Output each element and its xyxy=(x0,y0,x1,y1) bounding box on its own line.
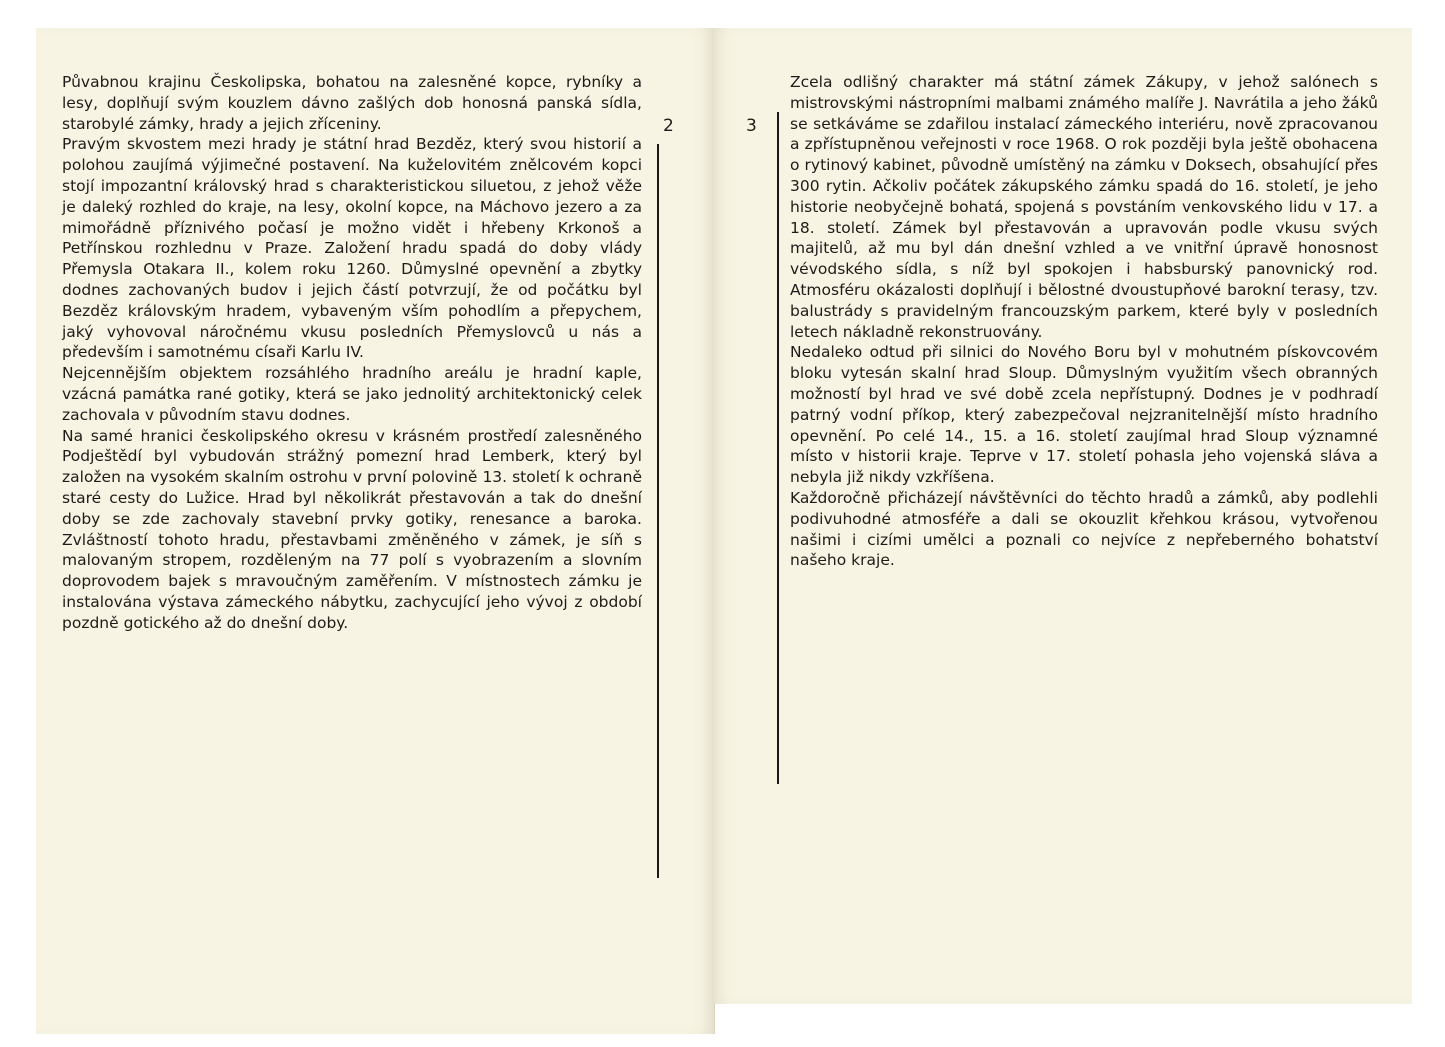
page-number-left: 2 xyxy=(663,116,674,136)
left-page-text xyxy=(62,72,642,634)
paragraph-lemberk: Na samé hranici českolipského okresu v krásném prostředí zalesněného Podještědí byl vybudován strážný pomezní hrad Lemberk, který byl založen na vysokém skalním ostrohu v první polovině 13. století k ochraně staré cesty do Lužice. Hrad byl několikrát přestavován a tak do dnešní doby se zde zachovaly stavební prvky gotiky, renesance a baroka. Zvláštností tohoto hradu, přestavbami změněného v zámek, je síň s malovaným stropem, rozděleným na 77 polí s vyobrazením a slovním doprovodem bajek s mravoučným zaměřením. V místnostech zámku je instalována výstava zámeckého nábytku, zachycující jeho vývoj z období pozdně gotického až do dnešní doby. xyxy=(62,426,642,632)
paragraph-closing: Každoročně přicházejí návštěvníci do těchto hradů a zámků, aby podlehli podivuhodné atmosféře a dali se okouzlit křehkou krásou, vytvořenou našimi i cizími umělci a poznali co nejvíce z nepřeberného bohatství našeho kraje. xyxy=(790,488,1378,570)
right-page xyxy=(712,28,1412,1004)
paragraph-bezdez: Pravým skvostem mezi hrady je státní hrad Bezděz, který svou historií a polohou zaujímá výjimečné postavení. Na kuželovitém znělcovém kopci stojí impozantní královský hrad s charakteristickou siluetou, z jehož věže je daleký rozhled do kraje, na lesy, okolní kopce, na Máchovo jezero a za mimořádně příznivého počasí je možno vidět i hřebeny Krkonoš a Petřínskou rozhlednu v Praze. Založení hradu spadá do doby vlády Přemysla Otakara II., kolem roku 1260. Důmyslné opevnění a zbytky dodnes zachovaných budov i jejich částí potvrzují, že od počátku byl Bezděz královským hradem, vybaveným vším pohodlím a přepychem, jaký vyhovoval náročnému vkusu posledních Přemyslovců u nás a především i samotnému císaři Karlu IV. xyxy=(62,135,642,362)
paragraph-sloup: Nedaleko odtud při silnici do Nového Boru byl v mohutném pískovcovém bloku vytesán skalní hrad Sloup. Důmyslným využitím všech obranných možností byl hrad ve své době zcela nepřístupný. Dodnes je v podhradí patrný vodní příkop, který zabezpečoval nejzranitelnější místo hradního opevnění. Po celé 14., 15. a 16. století zaujímal hrad Sloup významné místo v historii kraje. Teprve v 17. století pohasla jeho vojenská sláva a nebyla již nikdy vzkříšena. xyxy=(790,343,1378,487)
right-page-text xyxy=(790,72,1378,571)
paragraph-intro: Půvabnou krajinu Českolipska, bohatou na zalesněné kopce, rybníky a lesy, doplňují svým kouzlem dávno zašlých dob honosná panská sídla, starobylé zámky, hrady a jejich zříceniny. xyxy=(62,73,642,133)
left-margin-rule xyxy=(657,144,659,878)
paragraph-chapel: Nejcennějším objektem rozsáhlého hradního areálu je hradní kaple, vzácná památka rané gotiky, která se jako jednolitý architektonický celek zachovala v původním stavu dodnes. xyxy=(62,364,642,424)
paragraph-zakupy: Zcela odlišný charakter má státní zámek Zákupy, v jehož salónech s mistrovskými nástropními malbami známého malíře J. Navrátila a jeho žáků se setkáváme se zdařilou instalací zámeckého interiéru, nově zpracovanou a zpřístupněnou veřejnosti v roce 1968. O rok později byla ještě obohacena o rytinový kabinet, původně umístěný na zámku v Doksech, obsahující přes 300 rytin. Ačkoliv počátek zákupského zámku spadá do 16. století, je jeho historie neobyčejně bohatá, spojená s povstáním venkovského lidu v 17. a 18. století. Zámek byl přestavován a upravován podle vkusu svých majitelů, až mu byl dán dnešní vzhled a ve vnitřní úpravě honosnost vévodského sídla, s níž byl spokojen i habsburský panovnický rod. Atmosféru okázalosti doplňují i bělostné dvoustupňové barokní terasy, tzv. balustrády s pravidelným francouzským parkem, které byly v posledních letech nákladně rekonstruovány. xyxy=(790,73,1378,341)
left-page xyxy=(36,28,715,1034)
page-number-right: 3 xyxy=(746,116,757,136)
right-margin-rule xyxy=(777,112,779,784)
